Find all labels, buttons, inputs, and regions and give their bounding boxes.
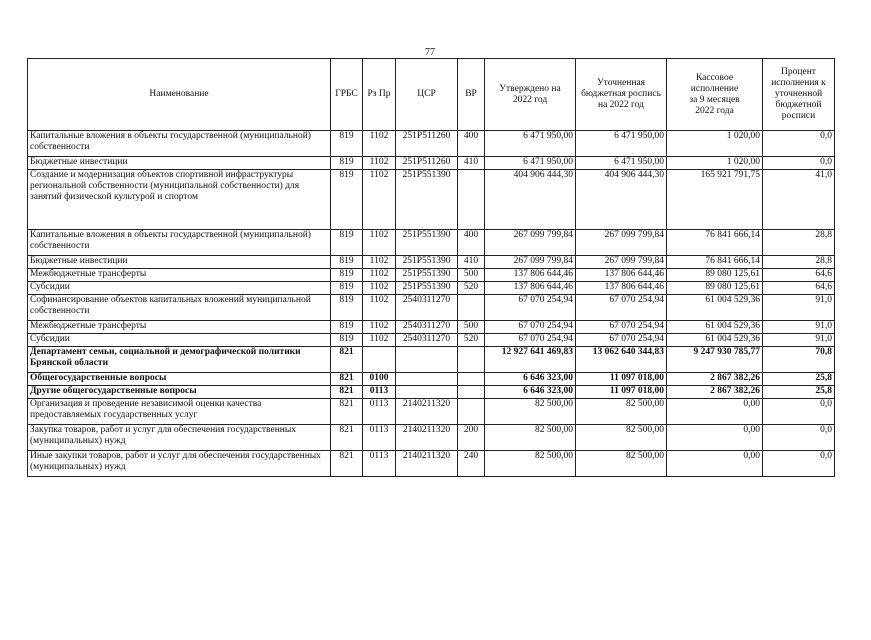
cell-percent: 91,0 [763, 295, 835, 321]
cell-csr: 251P551390 [396, 256, 458, 269]
header-csr: ЦСР [396, 59, 458, 131]
cell-vr: 400 [458, 131, 485, 157]
cell-refined: 67 070 254,94 [576, 295, 667, 321]
cell-refined: 137 806 644,46 [576, 269, 667, 282]
table-row [28, 386, 835, 399]
cell-name: Создание и модернизация объектов спортивной инфраструктуры региональной собственности (муниципальной собственности) для занятий физической культурой и спортом [28, 170, 331, 230]
cell-refined: 6 471 950,00 [576, 157, 667, 170]
cell-cash: 89 080 125,61 [667, 282, 763, 295]
header-cash: Кассовое исполнение за 9 месяцев 2022 года [667, 59, 763, 131]
cell-vr: 400 [458, 230, 485, 256]
cell-vr: 410 [458, 157, 485, 170]
cell-rzpr: 0113 [363, 399, 396, 425]
cell-approved: 67 070 254,94 [485, 321, 576, 334]
cell-grbs: 819 [331, 157, 363, 170]
cell-approved: 82 500,00 [485, 451, 576, 477]
cell-csr: 2140211320 [396, 425, 458, 451]
table-row [28, 451, 835, 477]
cell-csr: 251P511260 [396, 131, 458, 157]
cell-approved: 6 646 323,00 [485, 373, 576, 386]
cell-name: Общегосударственные вопросы [28, 373, 331, 386]
cell-csr: 2540311270 [396, 334, 458, 347]
cell-percent: 0,0 [763, 131, 835, 157]
cell-cash: 1 020,00 [667, 157, 763, 170]
cell-csr [396, 347, 458, 373]
cell-vr [458, 347, 485, 373]
table-row [28, 295, 835, 321]
cell-name: Межбюджетные трансферты [28, 269, 331, 282]
cell-cash: 0,00 [667, 399, 763, 425]
cell-grbs: 819 [331, 170, 363, 230]
cell-percent: 25,8 [763, 386, 835, 399]
cell-refined: 267 099 799,84 [576, 230, 667, 256]
cell-csr [396, 386, 458, 399]
cell-refined: 82 500,00 [576, 451, 667, 477]
cell-refined: 267 099 799,84 [576, 256, 667, 269]
cell-approved: 6 471 950,00 [485, 131, 576, 157]
cell-csr: 2540311270 [396, 295, 458, 321]
cell-grbs: 819 [331, 269, 363, 282]
table-row [28, 425, 835, 451]
cell-grbs: 819 [331, 321, 363, 334]
cell-percent: 64,6 [763, 269, 835, 282]
cell-percent: 0,0 [763, 157, 835, 170]
cell-percent: 28,8 [763, 230, 835, 256]
cell-rzpr: 1102 [363, 269, 396, 282]
table-row [28, 282, 835, 295]
cell-rzpr: 1102 [363, 282, 396, 295]
cell-vr [458, 295, 485, 321]
cell-rzpr: 0100 [363, 373, 396, 386]
cell-cash: 76 841 666,14 [667, 230, 763, 256]
cell-cash: 89 080 125,61 [667, 269, 763, 282]
header-refined: Уточненная бюджетная роспись на 2022 год [576, 59, 667, 131]
budget-table [27, 58, 835, 477]
cell-vr [458, 399, 485, 425]
table-row [28, 347, 835, 373]
cell-name: Бюджетные инвестиции [28, 157, 331, 170]
cell-approved: 82 500,00 [485, 399, 576, 425]
cell-csr [396, 373, 458, 386]
cell-refined: 11 097 018,00 [576, 386, 667, 399]
cell-cash: 76 841 666,14 [667, 256, 763, 269]
cell-name: Межбюджетные трансферты [28, 321, 331, 334]
cell-cash: 61 004 529,36 [667, 295, 763, 321]
cell-csr: 251P551390 [396, 170, 458, 230]
cell-rzpr [363, 347, 396, 373]
cell-approved: 67 070 254,94 [485, 334, 576, 347]
table-row [28, 334, 835, 347]
cell-percent: 91,0 [763, 334, 835, 347]
cell-approved: 67 070 254,94 [485, 295, 576, 321]
cell-vr: 240 [458, 451, 485, 477]
cell-approved: 137 806 644,46 [485, 269, 576, 282]
cell-cash: 0,00 [667, 425, 763, 451]
cell-vr: 500 [458, 269, 485, 282]
cell-approved: 6 646 323,00 [485, 386, 576, 399]
cell-vr [458, 386, 485, 399]
cell-name: Другие общегосударственные вопросы [28, 386, 331, 399]
cell-approved: 267 099 799,84 [485, 256, 576, 269]
cell-percent: 25,8 [763, 373, 835, 386]
cell-vr: 500 [458, 321, 485, 334]
cell-cash: 61 004 529,36 [667, 334, 763, 347]
cell-cash: 2 867 382,26 [667, 386, 763, 399]
cell-rzpr: 1102 [363, 157, 396, 170]
table-row [28, 157, 835, 170]
table-row [28, 131, 835, 157]
cell-percent: 41,0 [763, 170, 835, 230]
cell-approved: 82 500,00 [485, 425, 576, 451]
cell-rzpr: 0113 [363, 425, 396, 451]
cell-percent: 0,0 [763, 451, 835, 477]
cell-vr: 520 [458, 334, 485, 347]
cell-refined: 82 500,00 [576, 425, 667, 451]
cell-rzpr: 0113 [363, 451, 396, 477]
cell-approved: 6 471 950,00 [485, 157, 576, 170]
header-grbs: ГРБС [331, 59, 363, 131]
cell-percent: 28,8 [763, 256, 835, 269]
cell-approved: 404 906 444,30 [485, 170, 576, 230]
cell-grbs: 819 [331, 282, 363, 295]
cell-grbs: 821 [331, 386, 363, 399]
cell-cash: 165 921 791,75 [667, 170, 763, 230]
table-row [28, 373, 835, 386]
cell-cash: 1 020,00 [667, 131, 763, 157]
cell-grbs: 821 [331, 399, 363, 425]
cell-csr: 251P551390 [396, 282, 458, 295]
table-row [28, 170, 835, 230]
cell-rzpr: 1102 [363, 131, 396, 157]
cell-csr: 251P551390 [396, 269, 458, 282]
header-approved: Утверждено на 2022 год [485, 59, 576, 131]
header-row [28, 59, 835, 131]
cell-percent: 0,0 [763, 399, 835, 425]
cell-csr: 251P551390 [396, 230, 458, 256]
cell-name: Капитальные вложения в объекты государственной (муниципальной) собственности [28, 131, 331, 157]
cell-cash: 0,00 [667, 451, 763, 477]
cell-refined: 137 806 644,46 [576, 282, 667, 295]
cell-grbs: 819 [331, 256, 363, 269]
cell-refined: 11 097 018,00 [576, 373, 667, 386]
header-name: Наименование [28, 59, 331, 131]
cell-cash: 2 867 382,26 [667, 373, 763, 386]
cell-name: Субсидии [28, 282, 331, 295]
cell-rzpr: 1102 [363, 256, 396, 269]
cell-rzpr: 1102 [363, 230, 396, 256]
cell-grbs: 821 [331, 373, 363, 386]
cell-csr: 2540311270 [396, 321, 458, 334]
cell-csr: 2140211320 [396, 451, 458, 477]
cell-name: Иные закупки товаров, работ и услуг для обеспечения государственных (муниципальных) нужд [28, 451, 331, 477]
cell-grbs: 819 [331, 230, 363, 256]
cell-grbs: 819 [331, 131, 363, 157]
cell-grbs: 819 [331, 295, 363, 321]
cell-vr: 520 [458, 282, 485, 295]
table-row [28, 399, 835, 425]
cell-approved: 12 927 641 469,83 [485, 347, 576, 373]
cell-name: Софинансирование объектов капитальных вложений муниципальной собственности [28, 295, 331, 321]
cell-rzpr: 1102 [363, 295, 396, 321]
table-row [28, 321, 835, 334]
cell-refined: 82 500,00 [576, 399, 667, 425]
cell-percent: 70,8 [763, 347, 835, 373]
cell-name: Департамент семьи, социальной и демографической политики Брянской области [28, 347, 331, 373]
cell-name: Субсидии [28, 334, 331, 347]
cell-percent: 0,0 [763, 425, 835, 451]
cell-csr: 2140211320 [396, 399, 458, 425]
cell-rzpr: 0113 [363, 386, 396, 399]
table-row [28, 256, 835, 269]
header-vr: ВР [458, 59, 485, 131]
cell-refined: 67 070 254,94 [576, 334, 667, 347]
cell-name: Капитальные вложения в объекты государственной (муниципальной) собственности [28, 230, 331, 256]
cell-approved: 267 099 799,84 [485, 230, 576, 256]
cell-vr: 410 [458, 256, 485, 269]
cell-csr: 251P511260 [396, 157, 458, 170]
cell-refined: 6 471 950,00 [576, 131, 667, 157]
cell-grbs: 821 [331, 451, 363, 477]
cell-cash: 61 004 529,36 [667, 321, 763, 334]
cell-rzpr: 1102 [363, 334, 396, 347]
cell-percent: 64,6 [763, 282, 835, 295]
cell-refined: 67 070 254,94 [576, 321, 667, 334]
cell-grbs: 821 [331, 425, 363, 451]
cell-vr [458, 373, 485, 386]
cell-refined: 13 062 640 344,83 [576, 347, 667, 373]
cell-rzpr: 1102 [363, 321, 396, 334]
cell-grbs: 821 [331, 347, 363, 373]
table-row [28, 230, 835, 256]
cell-name: Закупка товаров, работ и услуг для обеспечения государственных (муниципальных) нужд [28, 425, 331, 451]
cell-name: Организация и проведение независимой оценки качества предоставляемых государственных услуг [28, 399, 331, 425]
cell-approved: 137 806 644,46 [485, 282, 576, 295]
cell-vr: 200 [458, 425, 485, 451]
header-rzpr: Рз Пр [363, 59, 396, 131]
cell-vr [458, 170, 485, 230]
cell-cash: 9 247 930 785,77 [667, 347, 763, 373]
table-row [28, 269, 835, 282]
cell-percent: 91,0 [763, 321, 835, 334]
cell-name: Бюджетные инвестиции [28, 256, 331, 269]
cell-grbs: 819 [331, 334, 363, 347]
page-number: 77 [425, 47, 435, 58]
header-percent: Процент исполнения к уточненной бюджетной росписи [763, 59, 835, 131]
cell-refined: 404 906 444,30 [576, 170, 667, 230]
cell-rzpr: 1102 [363, 170, 396, 230]
